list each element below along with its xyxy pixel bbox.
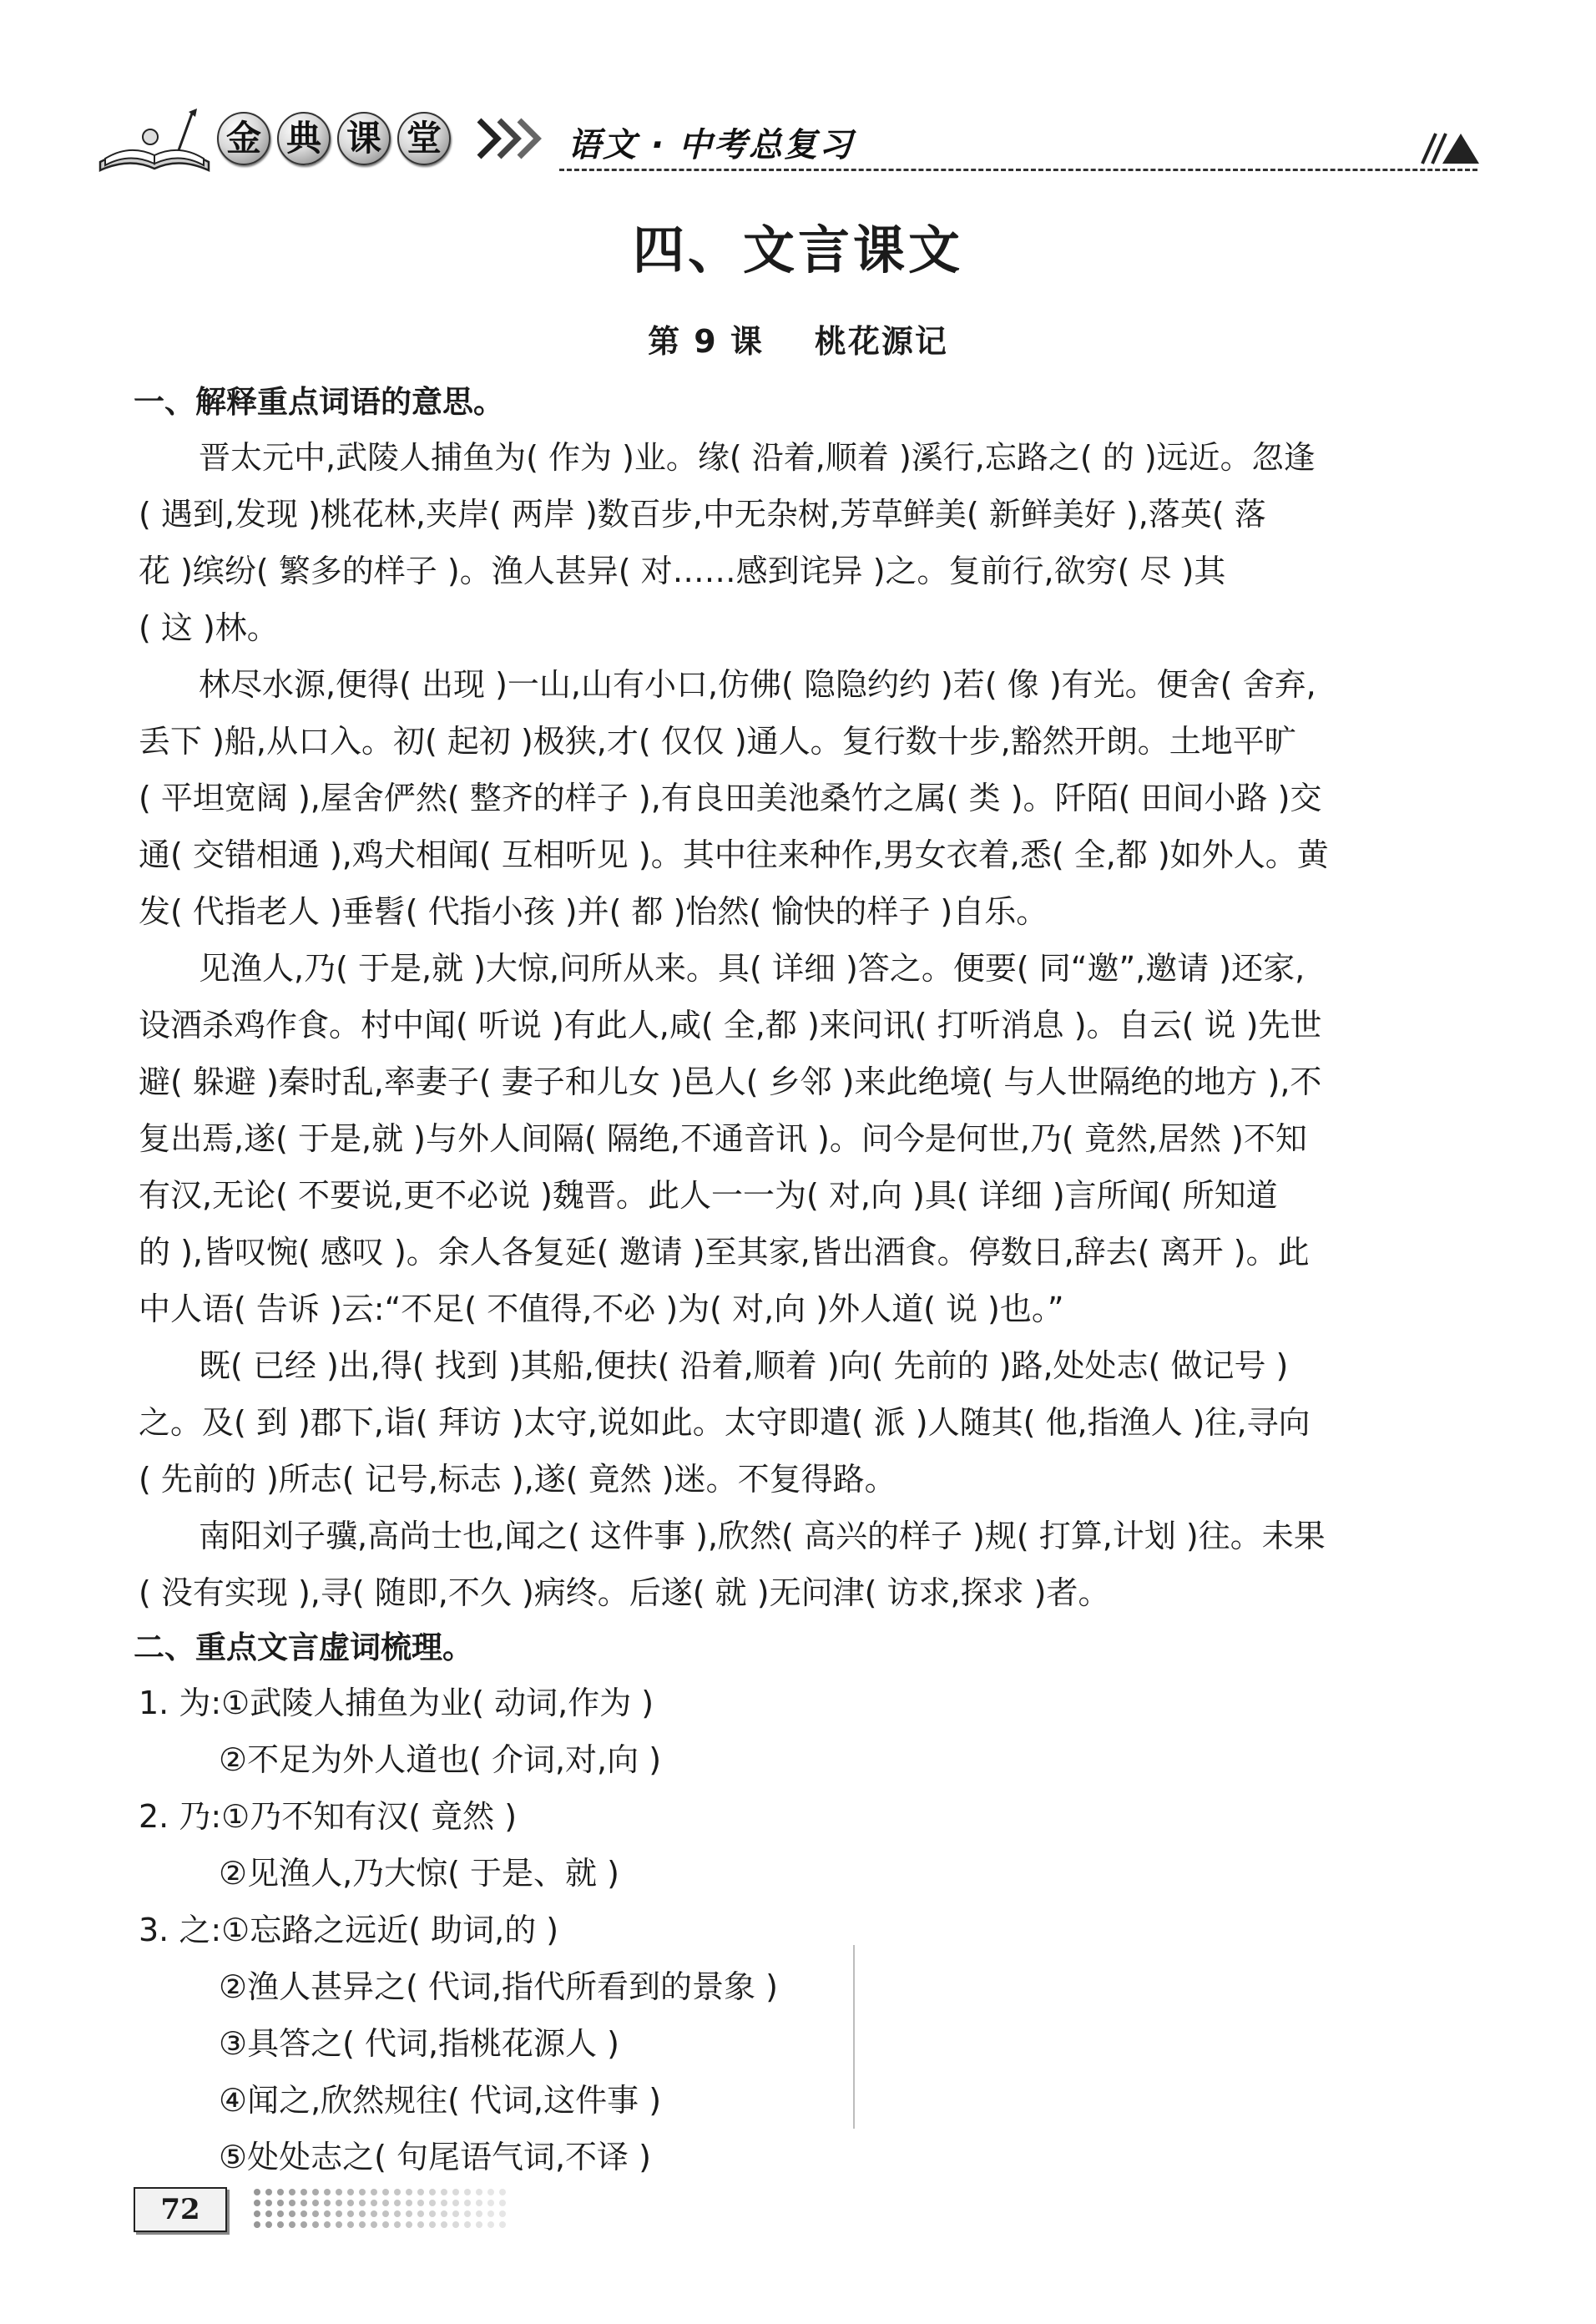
text-line: 中人语( 告诉 )云:“不足( 不值得,不必 )为( 对,向 )外人道( 说 )也。”	[139, 1291, 1064, 1327]
particle-item: 1. 为:①武陵人捕鱼为业( 动词,作为 )	[139, 1685, 654, 1721]
text-line: ( 先前的 )所志( 记号,标志 ),遂( 竟然 )迷。不复得路。	[139, 1461, 896, 1498]
particle-item: ②渔人甚异之( 代词,指代所看到的景象 )	[219, 1968, 778, 2005]
section-title: 四、文言课文	[632, 220, 963, 280]
page-header	[92, 99, 1477, 182]
text-line: 既( 已经 )出,得( 找到 )其船,便扶( 沿着,顺着 )向( 先前的 )路,处处志( 做记号 )	[199, 1347, 1289, 1384]
text-line: ( 没有实现 ),寻( 随即,不久 )病终。后遂( 就 )无问津( 访求,探求 )者。	[139, 1574, 1110, 1611]
particle-item: ⑤处处志之( 句尾语气词,不译 )	[219, 2139, 651, 2175]
part1-heading: 一、解释重点词语的意思。	[134, 384, 504, 420]
text-line: 避( 躲避 )秦时乱,率妻子( 妻子和儿女 )邑人( 乡邻 )来此绝境( 与人世隔绝的地方 ),不	[139, 1063, 1322, 1100]
particle-item: ②见渔人,乃大惊( 于是、就 )	[219, 1855, 619, 1892]
text-line: 复出焉,遂( 于是,就 )与外人间隔( 隔绝,不通音讯 )。问今是何世,乃( 竟然,居然 )不知	[139, 1120, 1307, 1157]
brand-char-4: 堂	[397, 112, 451, 165]
dot-pattern-decoration	[250, 2184, 518, 2234]
text-line: 见渔人,乃( 于是,就 )大惊,问所从来。具( 详细 )答之。便要( 同“邀”,邀请 )还家,	[199, 950, 1306, 987]
text-line: ( 平坦宽阔 ),屋舍俨然( 整齐的样子 ),有良田美池桑竹之属( 类 )。阡陌( 田间小路 )交	[139, 780, 1322, 816]
text-line: ( 遇到,发现 )桃花林,夹岸( 两岸 )数百步,中无杂树,芳草鲜美( 新鲜美好 ),落英( 落	[139, 496, 1266, 533]
particle-item: ②不足为外人道也( 介词,对,向 )	[219, 1741, 662, 1778]
text-line: 丢下 )船,从口入。初( 起初 )极狭,才( 仅仅 )通人。复行数十步,豁然开朗。土地平旷	[139, 723, 1296, 760]
text-line: ( 这 )林。	[139, 609, 279, 646]
particle-item: ④闻之,欣然规往( 代词,这件事 )	[219, 2082, 662, 2119]
text-line: 的 ),皆叹惋( 感叹 )。余人各复延( 邀请 )至其家,皆出酒食。停数日,辞去( 离开 )。此	[139, 1234, 1310, 1271]
text-line: 有汉,无论( 不要说,更不必说 )魏晋。此人一一为( 对,向 )具( 详细 )言所闻( 所知道	[139, 1177, 1278, 1214]
text-line: 南阳刘子骥,高尚士也,闻之( 这件事 ),欣然( 高兴的样子 )规( 打算,计划 )往。未果	[199, 1518, 1326, 1554]
open-book-icon	[92, 104, 217, 179]
page-number: 72	[134, 2187, 227, 2232]
header-divider	[559, 169, 1477, 171]
text-line: 发( 代指老人 )垂髫( 代指小孩 )并( 都 )怡然( 愉快的样子 )自乐。	[139, 893, 1048, 930]
subject-title: 语文 · 中考总复习	[568, 126, 855, 164]
brand-char-1: 金	[217, 112, 270, 165]
lesson-title: 第 9 课 桃花源记	[648, 323, 948, 360]
particle-item: 3. 之:①忘路之远近( 助词,的 )	[139, 1912, 559, 1948]
text-line: 之。及( 到 )郡下,诣( 拜访 )太守,说如此。太守即遣( 派 )人随其( 他,指渔人 )往,寻向	[139, 1404, 1311, 1441]
particle-item: ③具答之( 代词,指桃花源人 )	[219, 2025, 619, 2062]
text-line: 晋太元中,武陵人捕鱼为( 作为 )业。缘( 沿着,顺着 )溪行,忘路之( 的 )远近。忽逢	[199, 439, 1316, 476]
brand-char-2: 典	[277, 112, 331, 165]
chevron-arrows-icon	[476, 115, 551, 162]
brand-char-3: 课	[337, 112, 391, 165]
margin-line	[853, 1945, 855, 2129]
particle-item: 2. 乃:①乃不知有汉( 竟然 )	[139, 1798, 518, 1835]
text-line: 通( 交错相通 ),鸡犬相闻( 互相听见 )。其中往来种作,男女衣着,悉( 全,都 )如外人。黄	[139, 836, 1329, 873]
header-triangle-icon	[1419, 130, 1479, 165]
part2-heading: 二、重点文言虚词梳理。	[134, 1629, 473, 1665]
text-line: 林尽水源,便得( 出现 )一山,山有小口,仿佛( 隐隐约约 )若( 像 )有光。便舍( 舍弃,	[199, 666, 1316, 703]
text-line: 花 )缤纷( 繁多的样子 )。渔人甚异( 对……感到诧异 )之。复前行,欲穷( 尽 )其	[139, 553, 1226, 589]
text-line: 设酒杀鸡作食。村中闻( 听说 )有此人,咸( 全,都 )来问讯( 打听消息 )。自云( 说 )先世	[139, 1007, 1322, 1043]
